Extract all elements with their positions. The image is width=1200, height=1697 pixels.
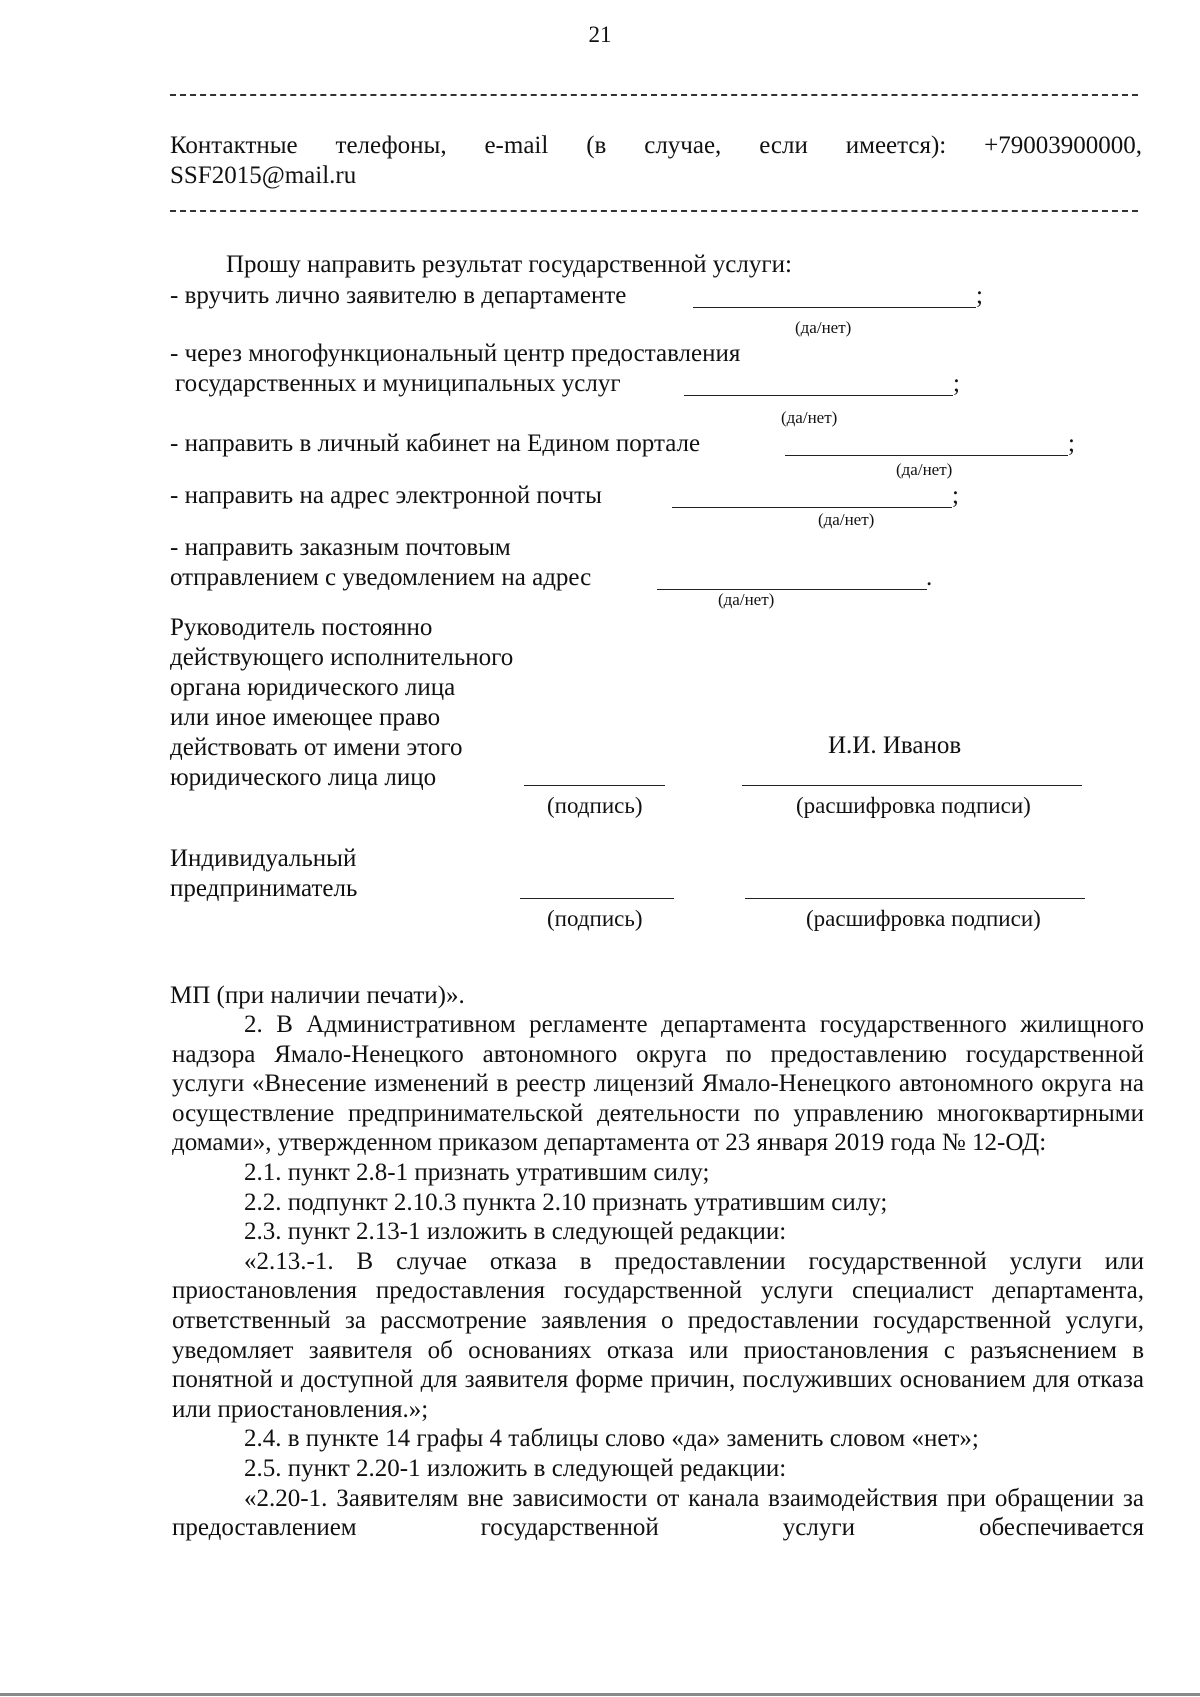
semicolon: ; [952, 482, 959, 509]
paragraph-2: 2. В Административном регламенте департамента государственного жилищного надзора Ямало-Ненецкого автономного округа по предоставлению государственной услуги «Внесение изменений в реестр лицензий Ямало-Ненецкого автономного округа на осуществление предпринимательской деятельности по управлению многоквартирными домами», утвержденном приказом департамента от 23 января 2019 года № 12-ОД: [172, 1011, 1144, 1157]
delivery-option-mfc-line1: - через многофункциональный центр предоставления [170, 340, 741, 367]
dashed-separator-bottom [170, 210, 1138, 212]
delivery-intro: Прошу направить результат государственной услуги: [226, 251, 792, 278]
hint-yes-no: (да/нет) [781, 408, 838, 427]
paragraph-2-4: 2.4. в пункте 14 графы 4 таблицы слово «да» заменить словом «нет»; [244, 1425, 979, 1453]
decode-line[interactable] [742, 785, 1082, 786]
answer-line-mfc[interactable] [684, 395, 953, 396]
delivery-option-mail-line2: отправлением с уведомлением на адрес [170, 564, 592, 591]
signatory-title-line: или иное имеющее право [170, 704, 441, 731]
delivery-option-mfc-line2: государственных и муниципальных услуг [175, 370, 621, 397]
decode-line[interactable] [745, 898, 1085, 899]
paragraph-2-3: 2.3. пункт 2.13-1 изложить в следующей редакции: [244, 1218, 787, 1246]
dashed-separator-top [170, 94, 1138, 96]
quote-2-13-1: «2.13.-1. В случае отказа в предоставлении государственной услуги или приостановления предоставления государственной услуги специалист департамента, ответственный за рассмотрение заявления о предоставлении государственной услуги, уведомляет заявителя об основаниях отказа или приостановления с разъяснением в понятной и доступной для заявителя форме причин, послуживших основанием для отказа или приостановления.»; [172, 1247, 1144, 1423]
stamp-note: МП (при наличии печати)». [170, 982, 465, 1009]
page-bottom-edge [0, 1693, 1200, 1696]
delivery-option-mail-line1: - направить заказным почтовым [170, 534, 511, 561]
signature-caption: (подпись) [547, 906, 643, 931]
answer-line-mail[interactable] [657, 589, 927, 590]
signature-line[interactable] [520, 898, 674, 899]
hint-yes-no: (да/нет) [718, 590, 775, 609]
hint-yes-no: (да/нет) [818, 510, 875, 529]
signatory-title-line: юридического лица лицо [170, 764, 437, 791]
semicolon: ; [1068, 430, 1075, 457]
signature-caption: (подпись) [547, 793, 643, 818]
signatory-title-line: Руководитель постоянно [170, 614, 433, 641]
quote-2-20-1: «2.20-1. Заявителям вне зависимости от канала взаимодействия при обращении за предоставлением государственной услуги обеспечивается [172, 1484, 1144, 1542]
signatory-title-line: органа юридического лица [170, 674, 456, 701]
delivery-option-in-person: - вручить лично заявителю в департаменте [170, 282, 627, 309]
contacts-label: Контактные телефоны, e-mail (в случае, если имеется): +79003900000, [170, 132, 1142, 159]
entrepreneur-title-line: Индивидуальный [170, 845, 357, 872]
paragraph-2-2: 2.2. подпункт 2.10.3 пункта 2.10 признать утратившим силу; [244, 1188, 888, 1216]
answer-line-in-person[interactable] [693, 307, 976, 308]
answer-line-email[interactable] [672, 507, 952, 508]
hint-yes-no: (да/нет) [896, 460, 953, 479]
signatory-title-line: действовать от имени этого [170, 734, 463, 761]
contacts-email: SSF2015@mail.ru [170, 162, 357, 189]
semicolon: ; [976, 282, 983, 309]
decode-caption: (расшифровка подписи) [806, 906, 1041, 931]
signatory-name: И.И. Иванов [828, 732, 962, 759]
delivery-option-email: - направить на адрес электронной почты [170, 482, 602, 509]
paragraph-2-5: 2.5. пункт 2.20-1 изложить в следующей редакции: [244, 1454, 787, 1482]
period: . [926, 564, 933, 591]
signature-line[interactable] [524, 785, 665, 786]
signatory-title-line: действующего исполнительного [170, 644, 514, 671]
page-number: 21 [588, 22, 612, 47]
hint-yes-no: (да/нет) [795, 318, 852, 337]
decode-caption: (расшифровка подписи) [796, 793, 1031, 818]
paragraph-2-1: 2.1. пункт 2.8-1 признать утратившим силу; [244, 1158, 710, 1186]
semicolon: ; [953, 370, 960, 397]
delivery-option-portal: - направить в личный кабинет на Едином портале [170, 430, 701, 457]
amendment-body [172, 1010, 1144, 1543]
entrepreneur-title-line: предприниматель [170, 875, 358, 902]
answer-line-portal[interactable] [785, 455, 1068, 456]
